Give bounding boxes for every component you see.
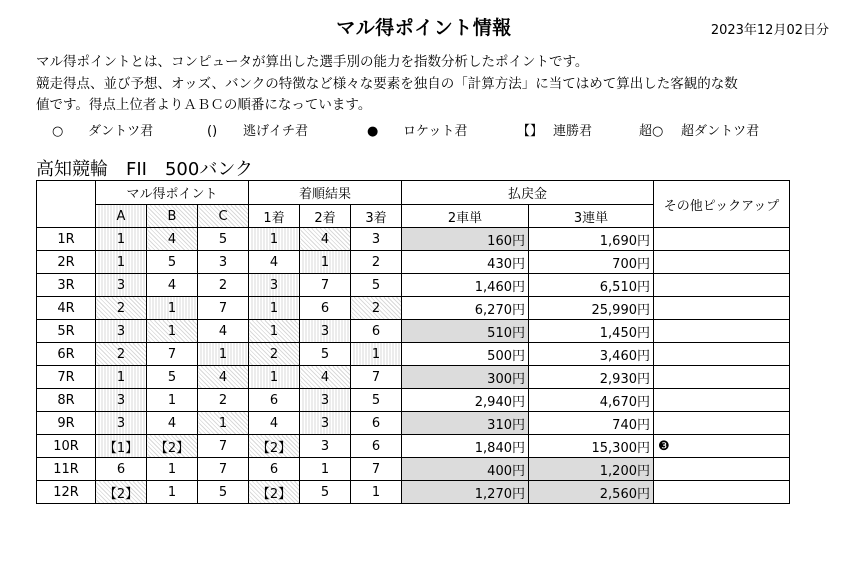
point-c-cell: 7 xyxy=(198,435,249,458)
result-third-cell: 7 xyxy=(351,458,402,481)
other-pickup-cell xyxy=(654,274,790,297)
result-first-cell: 1 xyxy=(249,366,300,389)
result-third-cell: 2 xyxy=(351,251,402,274)
exacta-payout-cell: 510円 xyxy=(402,320,529,343)
trifecta-payout-cell: 1,690円 xyxy=(529,228,654,251)
point-b-cell: 1 xyxy=(147,458,198,481)
exacta-payout-cell: 6,270円 xyxy=(402,297,529,320)
col-a-header: A xyxy=(96,205,147,228)
venue-title: 高知競輪 FII 500バンク xyxy=(36,159,253,180)
group-header-row xyxy=(37,181,790,205)
point-a-cell: 3 xyxy=(96,412,147,435)
legend-item: ● ロケット君 xyxy=(367,124,468,139)
legend-symbol-bracket-icon: 【】 xyxy=(517,124,544,139)
description-line: マル得ポイントとは、コンピュータが算出した選手別の能力を指数分析したポイントです。 xyxy=(36,54,589,70)
point-a-cell: 【1】 xyxy=(96,435,147,458)
race-cell: 10R xyxy=(37,435,96,458)
point-c-cell: 1 xyxy=(198,412,249,435)
col-third-header: 3着 xyxy=(351,205,402,228)
result-first-cell: 2 xyxy=(249,343,300,366)
result-first-cell: 4 xyxy=(249,412,300,435)
table-row xyxy=(37,297,790,320)
legend-item: () 逃げイチ君 xyxy=(207,124,309,139)
exacta-payout-cell: 1,270円 xyxy=(402,481,529,504)
other-header: その他ピックアップ xyxy=(654,181,790,228)
result-first-cell: 1 xyxy=(249,320,300,343)
results-table xyxy=(36,180,790,504)
result-third-cell: 5 xyxy=(351,274,402,297)
point-b-cell: 5 xyxy=(147,366,198,389)
point-c-cell: 4 xyxy=(198,320,249,343)
legend-symbol-filled-circle-icon: ● xyxy=(367,124,379,139)
table-row xyxy=(37,481,790,504)
result-second-cell: 3 xyxy=(300,320,351,343)
point-b-cell: 1 xyxy=(147,389,198,412)
point-b-cell: 5 xyxy=(147,251,198,274)
result-third-cell: 1 xyxy=(351,343,402,366)
page-title: マル得ポイント情報 xyxy=(336,17,512,39)
race-cell: 11R xyxy=(37,458,96,481)
result-third-cell: 6 xyxy=(351,435,402,458)
result-first-cell: 6 xyxy=(249,389,300,412)
other-pickup-cell xyxy=(654,366,790,389)
result-first-cell: 【2】 xyxy=(249,435,300,458)
result-second-cell: 1 xyxy=(300,458,351,481)
result-third-cell: 3 xyxy=(351,228,402,251)
point-b-cell: 1 xyxy=(147,297,198,320)
other-pickup-cell xyxy=(654,343,790,366)
exacta-payout-cell: 1,840円 xyxy=(402,435,529,458)
race-cell: 6R xyxy=(37,343,96,366)
trifecta-payout-cell: 25,990円 xyxy=(529,297,654,320)
trifecta-payout-cell: 15,300円 xyxy=(529,435,654,458)
other-pickup-cell xyxy=(654,320,790,343)
legend-item: ○ ダントツ君 xyxy=(52,124,154,139)
point-b-cell: 1 xyxy=(147,320,198,343)
point-a-cell: 1 xyxy=(96,251,147,274)
exacta-payout-cell: 300円 xyxy=(402,366,529,389)
point-c-cell: 4 xyxy=(198,366,249,389)
result-second-cell: 4 xyxy=(300,228,351,251)
exacta-payout-cell: 1,460円 xyxy=(402,274,529,297)
race-cell: 1R xyxy=(37,228,96,251)
result-first-cell: 1 xyxy=(249,228,300,251)
table-row xyxy=(37,389,790,412)
point-b-cell: 7 xyxy=(147,343,198,366)
result-third-cell: 2 xyxy=(351,297,402,320)
race-cell: 9R xyxy=(37,412,96,435)
result-second-cell: 6 xyxy=(300,297,351,320)
exacta-payout-cell: 400円 xyxy=(402,458,529,481)
trifecta-payout-cell: 1,200円 xyxy=(529,458,654,481)
point-a-cell: 3 xyxy=(96,320,147,343)
table-row xyxy=(37,366,790,389)
race-cell: 8R xyxy=(37,389,96,412)
point-c-cell: 5 xyxy=(198,228,249,251)
col-exacta-header: 2車単 xyxy=(402,205,529,228)
col-b-header: B xyxy=(147,205,198,228)
table-row xyxy=(37,274,790,297)
point-a-cell: 3 xyxy=(96,274,147,297)
race-cell: 5R xyxy=(37,320,96,343)
exacta-payout-cell: 430円 xyxy=(402,251,529,274)
col-c-header: C xyxy=(198,205,249,228)
legend-symbol-super-circle-icon: 超○ xyxy=(639,124,664,139)
result-second-cell: 1 xyxy=(300,251,351,274)
table-row xyxy=(37,435,790,458)
race-header xyxy=(37,181,96,228)
trifecta-payout-cell: 6,510円 xyxy=(529,274,654,297)
point-c-cell: 5 xyxy=(198,481,249,504)
trifecta-payout-cell: 740円 xyxy=(529,412,654,435)
other-pickup-cell xyxy=(654,389,790,412)
race-cell: 12R xyxy=(37,481,96,504)
race-cell: 7R xyxy=(37,366,96,389)
table-row xyxy=(37,228,790,251)
result-second-cell: 5 xyxy=(300,481,351,504)
table-row xyxy=(37,343,790,366)
race-cell: 3R xyxy=(37,274,96,297)
point-b-cell: 4 xyxy=(147,228,198,251)
col-trifecta-header: 3連単 xyxy=(529,205,654,228)
col-second-header: 2着 xyxy=(300,205,351,228)
result-second-cell: 3 xyxy=(300,389,351,412)
table-row xyxy=(37,412,790,435)
race-cell: 2R xyxy=(37,251,96,274)
points-header: マル得ポイント xyxy=(96,181,249,205)
trifecta-payout-cell: 1,450円 xyxy=(529,320,654,343)
legend-item: 超○ 超ダントツ君 xyxy=(639,120,759,139)
result-third-cell: 5 xyxy=(351,389,402,412)
point-c-cell: 7 xyxy=(198,297,249,320)
results-header: 着順結果 xyxy=(249,181,402,205)
point-a-cell: 3 xyxy=(96,389,147,412)
exacta-payout-cell: 160円 xyxy=(402,228,529,251)
exacta-payout-cell: 500円 xyxy=(402,343,529,366)
point-a-cell: 1 xyxy=(96,228,147,251)
result-third-cell: 7 xyxy=(351,366,402,389)
point-a-cell: 2 xyxy=(96,297,147,320)
result-second-cell: 4 xyxy=(300,366,351,389)
trifecta-payout-cell: 700円 xyxy=(529,251,654,274)
other-pickup-cell xyxy=(654,458,790,481)
table-row xyxy=(37,251,790,274)
result-second-cell: 5 xyxy=(300,343,351,366)
point-a-cell: 6 xyxy=(96,458,147,481)
description-line: 値です。得点上位者よりＡＢＣの順番になっています。 xyxy=(36,97,372,113)
other-pickup-cell xyxy=(654,412,790,435)
exacta-payout-cell: 2,940円 xyxy=(402,389,529,412)
result-third-cell: 1 xyxy=(351,481,402,504)
point-a-cell: 【2】 xyxy=(96,481,147,504)
result-second-cell: 7 xyxy=(300,274,351,297)
point-a-cell: 2 xyxy=(96,343,147,366)
point-b-cell: 4 xyxy=(147,412,198,435)
other-pickup-cell xyxy=(654,251,790,274)
point-c-cell: 3 xyxy=(198,251,249,274)
point-b-cell: 1 xyxy=(147,481,198,504)
col-first-header: 1着 xyxy=(249,205,300,228)
exacta-payout-cell: 310円 xyxy=(402,412,529,435)
legend xyxy=(52,120,759,139)
point-c-cell: 2 xyxy=(198,389,249,412)
result-third-cell: 6 xyxy=(351,320,402,343)
legend-item: 【】 連勝君 xyxy=(517,120,639,139)
trifecta-payout-cell: 4,670円 xyxy=(529,389,654,412)
report-date: 2023年12月02日分 xyxy=(710,23,829,38)
point-b-cell: 4 xyxy=(147,274,198,297)
result-second-cell: 3 xyxy=(300,435,351,458)
point-a-cell: 1 xyxy=(96,366,147,389)
legend-symbol-circle-icon: ○ xyxy=(52,124,64,139)
race-cell: 4R xyxy=(37,297,96,320)
result-first-cell: 【2】 xyxy=(249,481,300,504)
point-b-cell: 【2】 xyxy=(147,435,198,458)
result-first-cell: 3 xyxy=(249,274,300,297)
point-c-cell: 7 xyxy=(198,458,249,481)
result-first-cell: 6 xyxy=(249,458,300,481)
result-second-cell: 3 xyxy=(300,412,351,435)
trifecta-payout-cell: 2,560円 xyxy=(529,481,654,504)
other-pickup-cell: ❸ xyxy=(654,435,790,458)
description xyxy=(36,52,836,117)
point-c-cell: 1 xyxy=(198,343,249,366)
other-pickup-cell xyxy=(654,297,790,320)
point-c-cell: 2 xyxy=(198,274,249,297)
trifecta-payout-cell: 2,930円 xyxy=(529,366,654,389)
table-row xyxy=(37,320,790,343)
result-first-cell: 4 xyxy=(249,251,300,274)
other-pickup-cell xyxy=(654,228,790,251)
other-pickup-cell xyxy=(654,481,790,504)
description-line: 競走得点、並び予想、オッズ、バンクの特徴など様々な要素を独自の「計算方法」に当てはめて算出した客観的な数 xyxy=(36,75,738,92)
legend-symbol-paren-icon: () xyxy=(207,124,218,139)
table-row xyxy=(37,458,790,481)
result-first-cell: 1 xyxy=(249,297,300,320)
result-third-cell: 6 xyxy=(351,412,402,435)
trifecta-payout-cell: 3,460円 xyxy=(529,343,654,366)
payout-header: 払戻金 xyxy=(402,181,654,205)
